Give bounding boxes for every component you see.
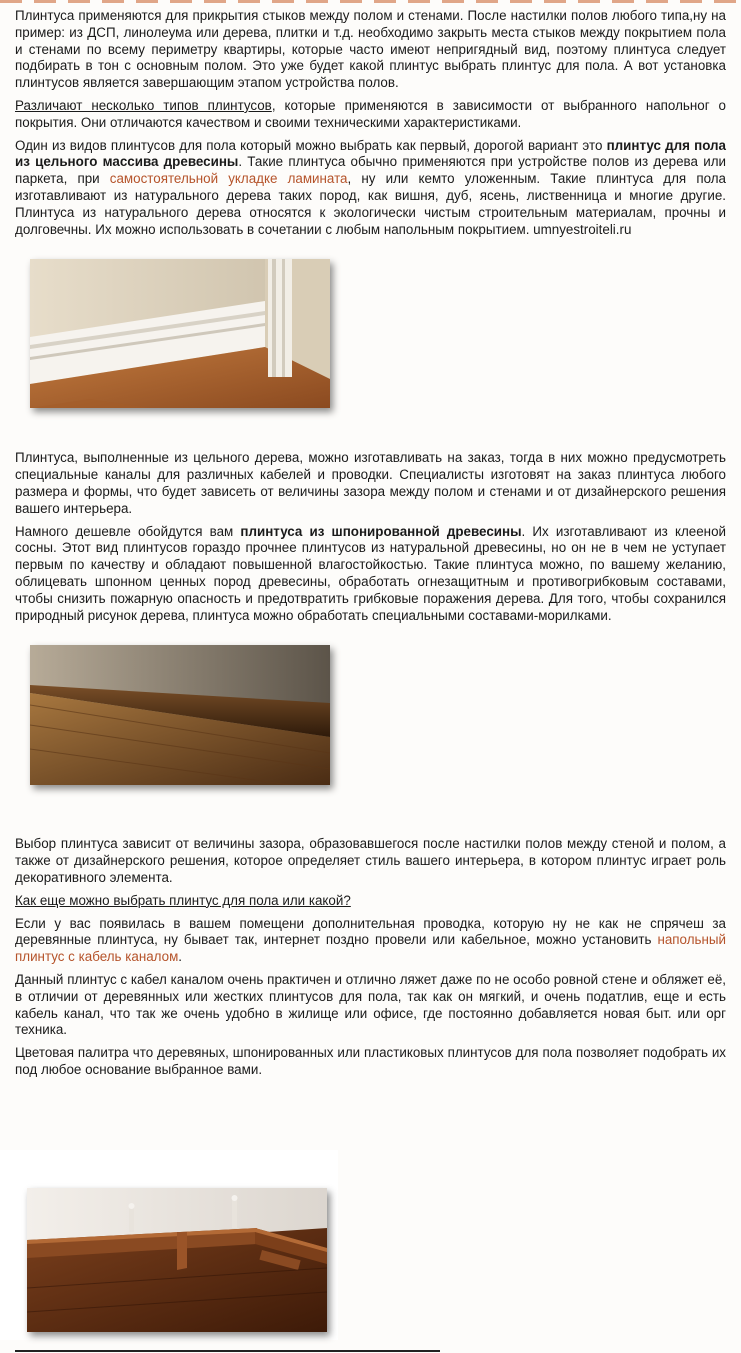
- types-paragraph: Различают несколько типов плинтусов, которые применяются в зависимости от выбранного напольног о покрытия. Они отличаются качеством и своими техническими характеристиками.: [15, 97, 726, 130]
- solid-wood-paragraph: Один из видов плинтусов для пола который можно выбрать как первый, дорогой вариант это плинтус для пола из цельного массива древесины. Такие плинтуса обычно применяются при устройстве полов из дерева или паркета, при самостоятельной укладке ламината, ну или кемто уложенным. Такие плинтуса для пола изготавливают из натурального дерева таких пород, как вишня, дуб, ясень, лиственница и многие другие. Плинтуса из натурального дерева относятся к экологически чистым строительным материалам, прочны и долговечны. Их можно использовать в сочетании с любым напольным покрытием. umnyestroiteli.ru: [15, 137, 726, 237]
- choice-paragraph: Выбор плинтуса зависит от величины зазора, образовавшегося после настилки полов между стеной и полом, а также от дизайнерского решения, которое определяет стиль вашего интерьера, в котором плинтус играет роль декоративного элемента.: [15, 836, 726, 885]
- image-block-2: [15, 630, 726, 836]
- white-baseboard-photo: [30, 259, 330, 408]
- veneer-paragraph: Намного дешевле обойдутся вам плинтуса из шпонированной древесины. Их изготавливают из клееной сосны. Этот вид плинтусов гораздо прочнее плинтусов из натуральной древесины, но он не в чем не уступает первым по качеству и обладают повышенной влагостойкостью. Такие плинтуса можно, по вашему желанию, облицевать шпонном ценных пород древесины, обработать огнезащитным и противогрибковым составами, чтобы снизить пожарную опасность и предотвратить грибковые поражения дерева. Для того, чтобы сохранился природный рисунок дерева, плинтуса можно обработать специальными составами-морилками.: [15, 523, 726, 623]
- article-body: [15, 8, 726, 1085]
- types-link[interactable]: Различают несколько типов плинтусов: [15, 97, 272, 113]
- question-heading: [15, 893, 726, 910]
- veneer-term: плинтуса из шпонированной древесины: [240, 523, 522, 539]
- image-block-1: [15, 244, 726, 450]
- cable-description-paragraph: Данный плинтус с кабел каналом очень практичен и отлично ляжет даже по не особо ровной стене и обляжет её, в отличии от деревянных или жестких плинтусов для пола, так как он мягкий, и очень податлив, еще и есть кабель канал, что так же очень удобно в жилище или офисе, где постоянно добавляется новая быт. или орг техника.: [15, 971, 726, 1038]
- cable-channel-link[interactable]: напольный плинтус с кабель каналом: [15, 932, 726, 965]
- cable-channel-baseboard-photo: [27, 1188, 327, 1332]
- laminate-link[interactable]: самостоятельной укладке ламината: [109, 171, 348, 187]
- solid-wood-term: плинтус для пола из цельного массива древесины: [15, 137, 726, 170]
- question-link[interactable]: Как еще можно выбрать плинтус для пола или какой?: [15, 892, 351, 908]
- veneer-baseboard-photo: [30, 645, 330, 785]
- bottom-divider: [15, 1350, 440, 1352]
- image-block-3: [0, 1150, 338, 1340]
- custom-order-paragraph: Плинтуса, выполненные из цельного дерева, можно изготавливать на заказ, тогда в них можно предусмотреть специальные каналы для различных кабелей и проводки. Специалисты изготовят на заказ плинтуса любого размера и формы, что будет зависеть от величины зазора между полом и стенами и от дизайнерского решения вашего интерьера.: [15, 450, 726, 516]
- intro-paragraph: Плинтуса применяются для прикрытия стыков между полом и стенами. После настилки полов любого типа,ну на пример: из ДСП, линолеума или дерева, плитки и т.д. необходимо закрыть места стыков между покрытием пола и стенами по всему периметру квартиры, которые часто имеют непригядный вид, поэтому плинтуса следует подбирать в тон с основным полом. Это уже будет какой плинтус выбрать плинтус для пола. А вот установка плинтусов является завершающим этапом устройства полов.: [15, 8, 726, 91]
- cable-paragraph: Если у вас появилась в вашем помещени дополнительная проводка, которую ну не как не спрячеш за деревянные плинтуса, ну бывает так, интернет поздно провели или кабельное, можно установить напольный плинтус с кабель каналом.: [15, 915, 726, 965]
- palette-paragraph: Цветовая палитра что деревяных, шпонированных или пластиковых плинтусов для пола позволяет подобрать их под любое основание выбранное вами.: [15, 1045, 726, 1077]
- top-border-decoration: [0, 0, 741, 3]
